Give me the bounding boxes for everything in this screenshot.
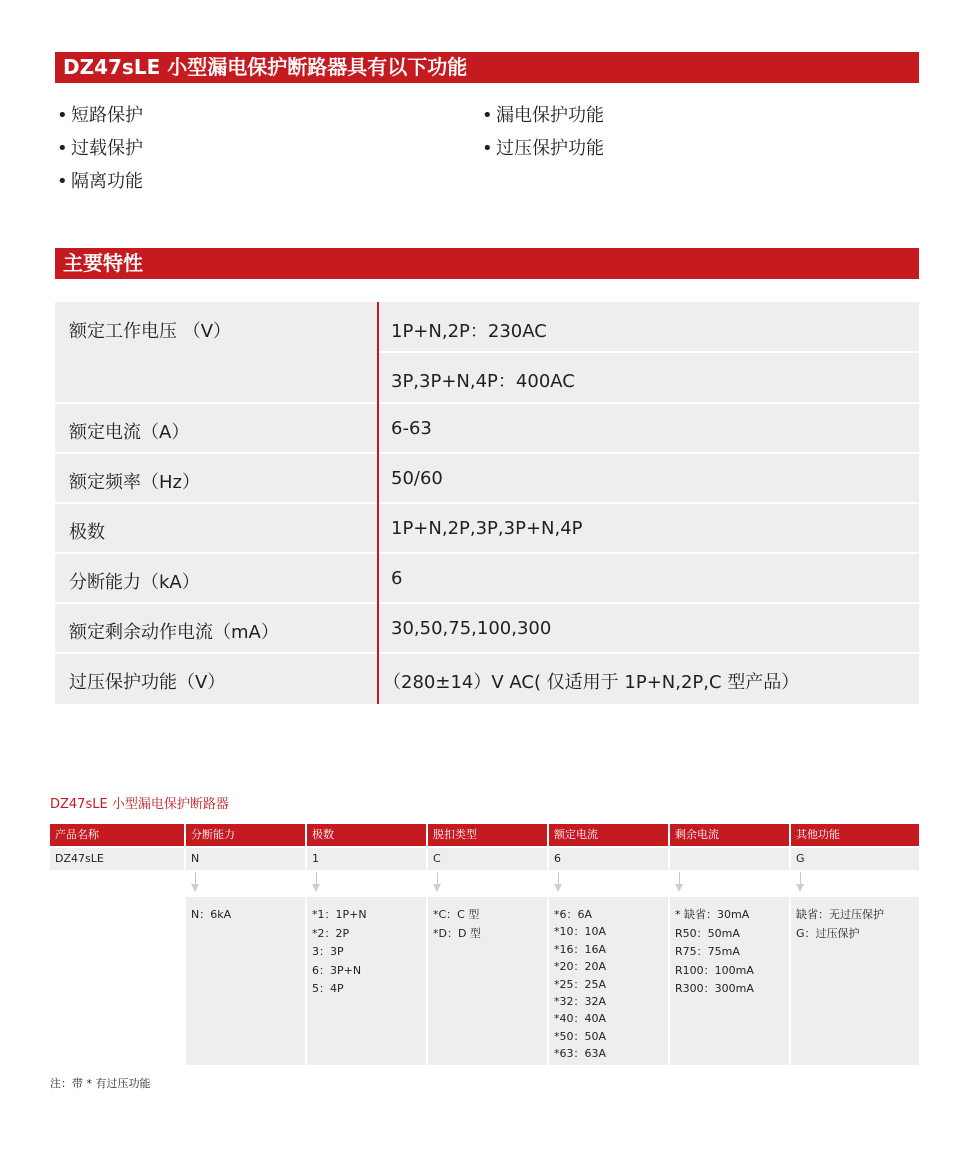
option-item: R50：50mA (675, 926, 740, 940)
table-row (55, 604, 919, 652)
feature-label: 短路保护 (71, 105, 143, 126)
spec-label: 额定频率（Hz） (69, 472, 200, 493)
code-value-breaking-capacity: N (186, 848, 305, 870)
code-value-rated-current: 6 (549, 848, 668, 870)
code-value-other-functions: G (791, 848, 919, 870)
column-header-product-name: 产品名称 (50, 824, 184, 846)
option-item: *10：10A (554, 925, 607, 939)
column-header-poles: 极数 (307, 824, 426, 846)
bullet-icon: • (482, 105, 493, 126)
spec-label: 额定工作电压 （V） (69, 321, 232, 342)
spec-label: 额定电流（A） (69, 422, 190, 443)
option-item: R300：300mA (675, 982, 754, 995)
feature-item (57, 105, 143, 127)
feature-item (57, 171, 143, 193)
feature-label: 过载保护 (71, 138, 143, 159)
code-value-trip-type: C (428, 848, 547, 870)
option-item: *C：C 型 (433, 908, 480, 921)
table-row (55, 654, 919, 704)
option-item: *20：20A (554, 960, 607, 974)
bullet-icon: • (482, 138, 493, 159)
table-row (55, 554, 919, 602)
column-header-breaking-capacity: 分断能力 (186, 824, 305, 846)
functions-section-title: DZ47sLE 小型漏电保护断路器具有以下功能 (55, 52, 919, 83)
options-breaking-capacity (186, 897, 305, 1065)
bullet-icon: • (57, 105, 68, 126)
option-item: * 缺省：30mA (675, 908, 750, 921)
column-header-other-functions: 其他功能 (791, 824, 919, 846)
feature-label: 漏电保护功能 (496, 105, 604, 126)
spec-value: 3P,3P+N,4P：400AC (391, 371, 575, 392)
table-row (55, 454, 919, 502)
column-header-residual-current: 剩余电流 (670, 824, 789, 846)
row-divider (377, 351, 919, 353)
options-rated-current (549, 897, 668, 1065)
options-other-functions (791, 897, 919, 1065)
option-item: 缺省：无过压保护 (796, 908, 884, 921)
arrow-down-icon (796, 872, 806, 894)
spec-value: 1P+N,2P：230AC (391, 321, 547, 342)
options-trip-type (428, 897, 547, 1065)
option-item: *2：2P (312, 926, 350, 940)
code-value-product-name: DZ47sLE (50, 848, 184, 870)
spec-value: 30,50,75,100,300 (391, 618, 552, 639)
column-divider (377, 302, 379, 704)
spec-value: 6 (391, 568, 403, 589)
spec-label: 额定剩余动作电流（mA） (69, 622, 279, 643)
option-item: *32：32A (554, 995, 607, 1009)
option-item: G：过压保护 (796, 926, 860, 940)
arrow-down-icon (433, 872, 443, 894)
spec-value: 1P+N,2P,3P,3P+N,4P (391, 518, 583, 539)
code-value-residual-current (670, 848, 789, 870)
option-item: R100：100mA (675, 963, 754, 977)
spec-value: （280±14）V AC( 仅适用于 1P+N,2P,C 型产品） (383, 672, 800, 693)
options-poles (307, 897, 426, 1065)
option-item: *40：40A (554, 1012, 607, 1026)
bullet-icon: • (57, 171, 68, 192)
option-item: *6：6A (554, 908, 593, 921)
feature-label: 过压保护功能 (496, 138, 604, 159)
options-residual-current (670, 897, 789, 1065)
arrow-down-icon (312, 872, 322, 894)
feature-item (57, 138, 143, 160)
spec-value: 50/60 (391, 468, 443, 489)
table-row (55, 404, 919, 452)
option-item: *25：25A (554, 977, 607, 991)
bullet-icon: • (57, 138, 68, 159)
option-item: *16：16A (554, 942, 607, 956)
arrow-down-icon (191, 872, 201, 894)
option-item: R75：75mA (675, 945, 740, 958)
arrow-down-icon (554, 872, 564, 894)
option-item: *63：63A (554, 1047, 607, 1061)
code-value-poles: 1 (307, 848, 426, 870)
model-code-title: DZ47sLE 小型漏电保护断路器 (50, 797, 229, 812)
feature-item (482, 138, 604, 160)
table-row (55, 504, 919, 552)
characteristics-section-title: 主要特性 (55, 248, 919, 279)
column-header-trip-type: 脱扣类型 (428, 824, 547, 846)
column-header-rated-current: 额定电流 (549, 824, 668, 846)
spec-value: 6-63 (391, 418, 432, 439)
option-item: 6：3P+N (312, 963, 362, 977)
arrow-down-icon (675, 872, 685, 894)
option-item: N：6kA (191, 908, 232, 921)
spec-label: 极数 (69, 522, 105, 543)
option-item: *1：1P+N (312, 908, 367, 921)
option-item: *50：50A (554, 1029, 607, 1043)
option-item: 3：3P (312, 945, 344, 958)
feature-label: 隔离功能 (71, 171, 143, 192)
feature-item (482, 105, 604, 127)
option-item: *D：D 型 (433, 926, 481, 940)
spec-label: 过压保护功能（V） (69, 672, 226, 693)
option-item: 5：4P (312, 982, 344, 995)
footnote: 注：带 * 有过压功能 (50, 1077, 151, 1090)
spec-label: 分断能力（kA） (69, 572, 200, 593)
